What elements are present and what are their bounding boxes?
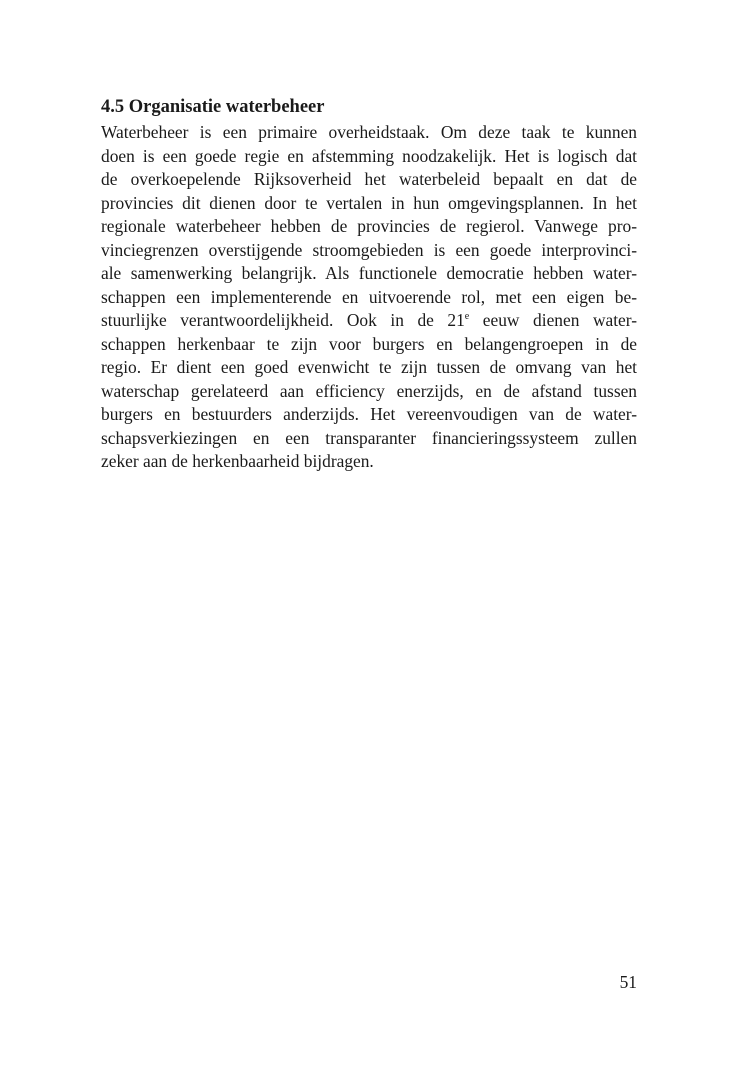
text-line: ale samenwerking belangrijk. Als functionele democratie hebben water- — [101, 263, 637, 283]
text-line: burgers en bestuurders anderzijds. Het vereenvoudigen van de water- — [101, 404, 637, 424]
text-line: de overkoepelende Rijksoverheid het waterbeleid bepaalt en dat de — [101, 169, 637, 189]
text-line: schapsverkiezingen en een transparanter financieringssysteem zullen — [101, 427, 637, 448]
text-line-tail: eeuw dienen water- — [469, 310, 637, 330]
text-line: regionale waterbeheer hebben de provincies de regierol. Vanwege pro- — [101, 216, 637, 236]
text-line: waterschap gerelateerd aan efficiency enerzijds, en de afstand tussen — [101, 380, 637, 401]
superscript-ordinal: e — [464, 311, 470, 322]
text-line: doen is een goede regie en afstemming noodzakelijk. Het is logisch dat — [101, 145, 637, 166]
text-line: Waterbeheer is een primaire overheidstaak. Om deze taak te kunnen — [101, 122, 637, 142]
section-heading: 4.5 Organisatie waterbeheer — [101, 97, 325, 117]
text-line: regio. Er dient een goed evenwicht te zijn tussen de omvang van het — [101, 357, 637, 377]
text-line: vinciegrenzen overstijgende stroomgebieden is een goede interprovinci- — [101, 239, 637, 260]
text-line-with-superscript — [101, 309, 637, 333]
text-line: schappen herkenbaar te zijn voor burgers en belangengroepen in de — [101, 333, 637, 354]
text-line-head: stuurlijke verantwoordelijkheid. Ook in de 21 — [101, 310, 465, 330]
text-line: provincies dit dienen door te vertalen in hun omgevingsplannen. In het — [101, 192, 637, 213]
body-paragraph — [101, 121, 637, 474]
text-line: zeker aan de herkenbaarheid bijdragen. — [101, 451, 374, 471]
text-line: schappen een implementerende en uitvoerende rol, met een eigen be- — [101, 286, 637, 307]
page-number: 51 — [619, 972, 637, 992]
